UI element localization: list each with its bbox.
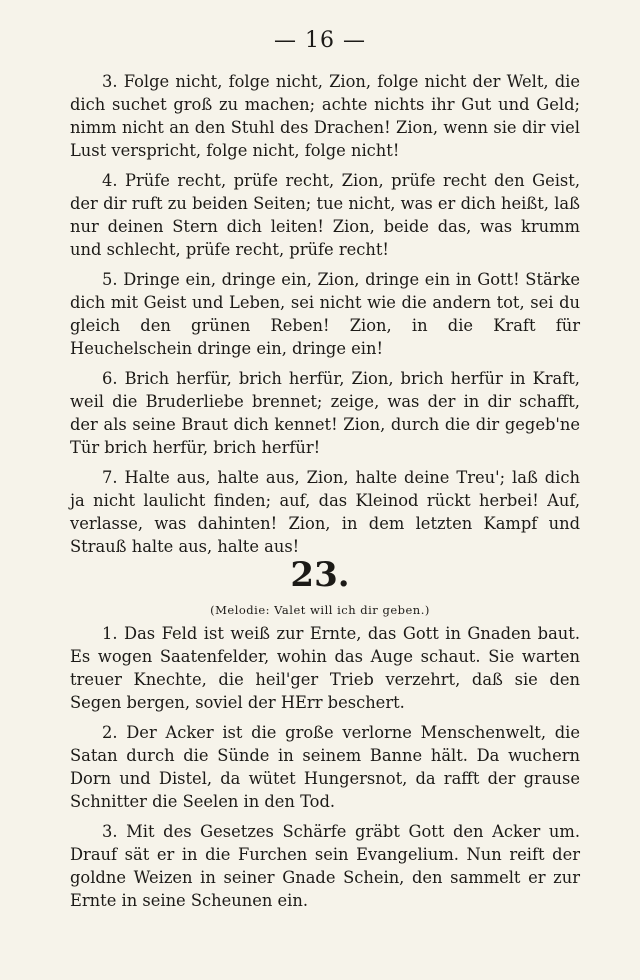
stanza: 7. Halte aus, halte aus, Zion, halte deine Treu'; laß dich ja nicht laulicht finden; auf, das Kleinod rückt herbei! Auf, verlasse, was dahinten! Zion, in dem letzten Kampf und Strauß halte aus, halte aus! [70, 468, 580, 556]
hymn-stanzas [70, 622, 580, 919]
previous-hymn-stanzas [70, 70, 580, 565]
melody-note: (Melodie: Valet will ich dir geben.) [210, 603, 430, 617]
stanza: 2. Der Acker ist die große verlorne Menschenwelt, die Satan durch die Sünde in seinem Banne hält. Da wuchern Dorn und Distel, da wütet Hungersnot, da rafft der grause Schnitter die Seelen in den Tod. [70, 723, 580, 811]
stanza: 4. Prüfe recht, prüfe recht, Zion, prüfe recht den Geist, der dir ruft zu beiden Seiten; tue nicht, was er dich heißt, laß nur deinen Stern dich leiten! Zion, beide das, was krumm und schlecht, prüfe recht, prüfe recht! [70, 171, 580, 259]
hymn-number: 23. [290, 555, 350, 595]
stanza: 3. Mit des Gesetzes Schärfe gräbt Gott den Acker um. Drauf sät er in die Furchen sein Evangelium. Nun reift der goldne Weizen in seiner Gnade Schein, den sammelt er zur Ernte in seine Scheunen ein. [70, 822, 580, 910]
page-number: — 16 — [274, 28, 366, 53]
stanza: 3. Folge nicht, folge nicht, Zion, folge nicht der Welt, die dich suchet groß zu machen; achte nichts ihr Gut und Geld; nimm nicht an den Stuhl des Drachen! Zion, wenn sie dir viel Lust verspricht, folge nicht, folge nicht! [70, 72, 580, 160]
stanza: 5. Dringe ein, dringe ein, Zion, dringe ein in Gott! Stärke dich mit Geist und Leben, sei nicht wie die andern tot, sei du gleich den grünen Reben! Zion, in die Kraft für Heuchelschein dringe ein, dringe ein! [70, 270, 580, 358]
stanza: 6. Brich herfür, brich herfür, Zion, brich herfür in Kraft, weil die Bruderliebe brennet; zeige, was der in dir schafft, der als seine Braut dich kennet! Zion, durch die dir gegeb'ne Tür brich herfür, brich herfür! [70, 369, 580, 457]
stanza: 1. Das Feld ist weiß zur Ernte, das Gott in Gnaden baut. Es wogen Saatenfelder, wohin das Auge schaut. Sie warten treuer Knechte, die heil'ger Trieb verzehrt, daß sie den Segen bergen, soviel der HErr beschert. [70, 624, 580, 712]
